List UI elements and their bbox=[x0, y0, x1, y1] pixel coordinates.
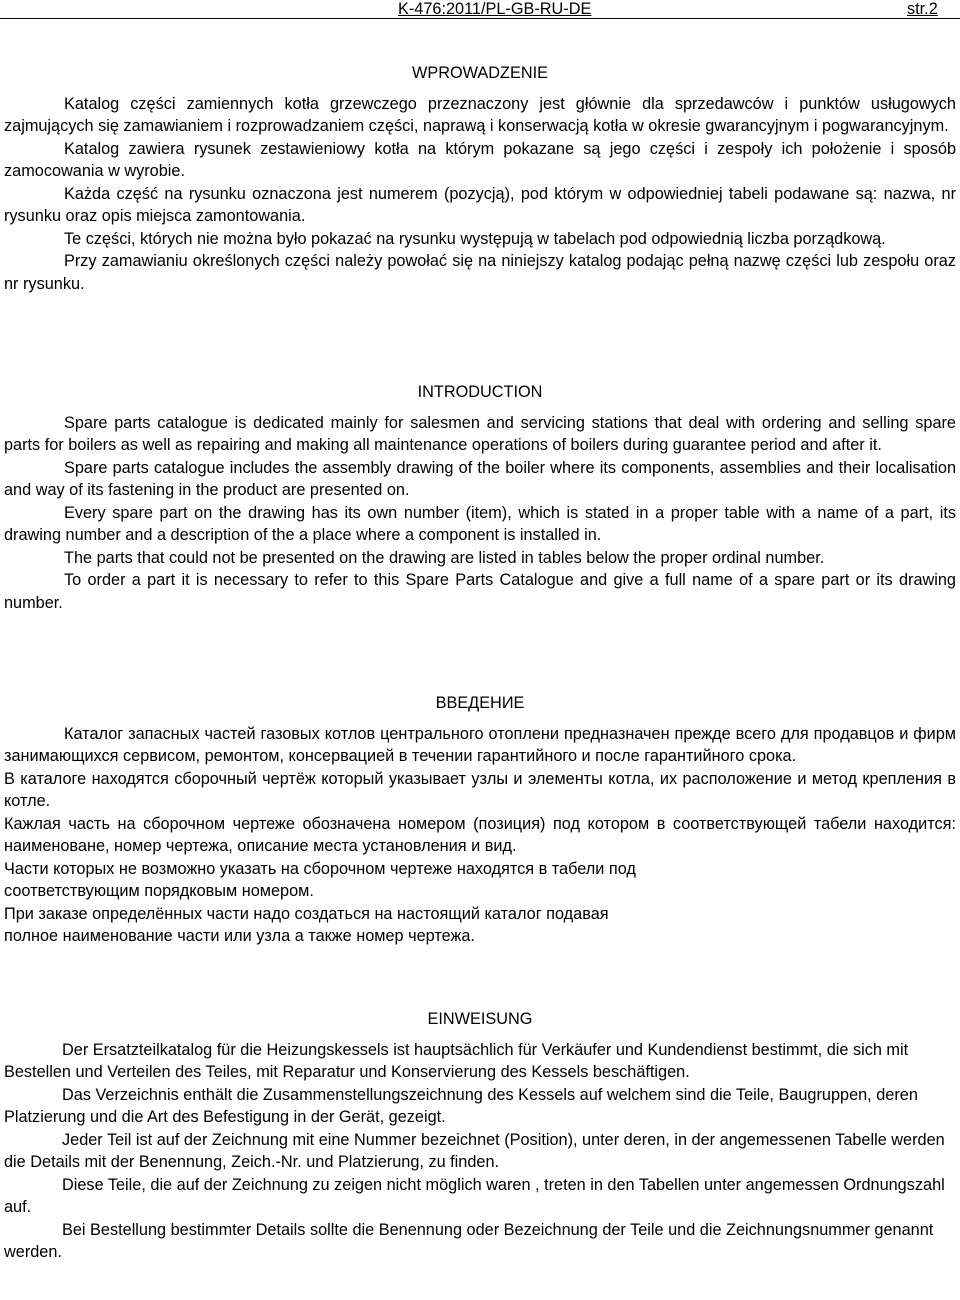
paragraph: Katalog zawiera rysunek zestawieniowy kotła na którym pokazane są jego części i zespoły ich położenie i sposób zamocowania w wyrobie. bbox=[4, 139, 956, 180]
paragraph: Katalog części zamiennych kotła grzewczego przeznaczony jest głównie dla sprzedawców i punktów usługowych zajmujących się zamawianiem i rozprowadzaniem części, naprawą i konserwacją kotła w okresie gwarancyjnym i pogwarancyjnym. bbox=[4, 94, 956, 135]
paragraph: Spare parts catalogue is dedicated mainly for salesmen and servicing stations that deal with ordering and selling spare parts for boilers as well as repairing and making all maintenance operations of boilers during guarantee period and after it. bbox=[4, 413, 956, 454]
section-heading: WPROWADZENIE bbox=[412, 64, 548, 82]
paragraph: Der Ersatzteilkatalog für die Heizungskessels ist hauptsächlich für Verkäufer und Kundendienst bestimmt, die sich mit Bestellen und Verteilen des Teiles, mit Reparatur und Konservierung des Kessels beschäftigen. bbox=[4, 1040, 909, 1081]
section-heading: INTRODUCTION bbox=[417, 383, 543, 401]
paragraph: полное наименование части или узла а также номер чертежа. bbox=[4, 927, 475, 945]
paragraph: Every spare part on the drawing has its own number (item), which is stated in a proper table with a name of a part, its drawing number and a description of the a place where a component is installed in. bbox=[4, 503, 956, 544]
paragraph: Jeder Teil ist auf der Zeichnung mit eine Nummer bezeichnet (Position), unter deren, in der angemessenen Tabelle werden die Details mit der Benennung, Zeich.-Nr. und Platzierung, zu finden. bbox=[4, 1130, 945, 1171]
section-polish bbox=[4, 62, 956, 295]
paragraph: Te części, których nie można było pokazać na rysunku występują w tabelach pod odpowiednią liczba porządkową. bbox=[64, 229, 886, 248]
paragraph: The parts that could not be presented on the drawing are listed in tables below the proper ordinal number. bbox=[64, 548, 825, 567]
page-header bbox=[0, 0, 960, 19]
paragraph: Кажлая часть на сборочном чертеже обозначена номером (позиция) под котором в соответствующей табели находится: наименоване, номер чертежа, описание места установления и вид. bbox=[4, 814, 956, 855]
paragraph: Diese Teile, die auf der Zeichnung zu zeigen nicht möglich waren , treten in den Tabellen unter angemessen Ordnungszahl auf. bbox=[4, 1175, 945, 1216]
section-heading: EINWEISUNG bbox=[427, 1010, 533, 1028]
paragraph: Bei Bestellung bestimmter Details sollte die Benennung oder Bezeichnung der Teile und die Zeichnungsnummer genannt werden. bbox=[4, 1220, 934, 1261]
paragraph: Das Verzeichnis enthält die Zusammenstellungszeichnung des Kessels auf welchem sind die Teile, Baugruppen, deren Platzierung und die Art des Befestigung in der Gerät, gezeigt. bbox=[4, 1085, 918, 1126]
paragraph: В каталоге находятся сборочный чертёж который указывает узлы и элементы котла, их расположение и метод крепления в котле. bbox=[4, 769, 956, 810]
paragraph: Przy zamawianiu określonych części należy powołać się na niniejszy katalog podając pełną nazwę części lub zespołu oraz nr rysunku. bbox=[4, 252, 956, 293]
section-english bbox=[4, 381, 956, 614]
paragraph: соответствующим порядковым номером. bbox=[4, 882, 314, 900]
paragraph: To order a part it is necessary to refer to this Spare Parts Catalogue and give a full name of a spare part or its drawing number. bbox=[4, 571, 956, 612]
paragraph: При заказе определённых части надо создаться на настоящий каталог подавая bbox=[4, 904, 609, 923]
paragraph: Spare parts catalogue includes the assembly drawing of the boiler where its components, assemblies and their localisation and way of its fastening in the product are presented on. bbox=[4, 458, 956, 499]
section-german bbox=[4, 1008, 956, 1264]
paragraph: Каталог запасных частей газовых котлов центрального отоплени предназначен прежде всего для продавцов и фирм занимающихся сервисом, ремонтом, консервацией в течении гарантийного и после гарантийного срока. bbox=[4, 724, 956, 765]
paragraph: Части которых не возможно указать на сборочном чертеже находятся в табели под bbox=[4, 859, 636, 878]
page-number: str.2 bbox=[907, 0, 938, 18]
section-heading: ВВЕДЕНИЕ bbox=[435, 694, 525, 712]
paragraph: Każda część na rysunku oznaczona jest numerem (pozycją), pod którym w odpowiedniej tabeli podawane są: nazwa, nr rysunku oraz opis miejsca zamontowania. bbox=[4, 184, 956, 225]
document-code: K-476:2011/PL-GB-RU-DE bbox=[398, 0, 592, 18]
section-russian bbox=[4, 692, 956, 948]
